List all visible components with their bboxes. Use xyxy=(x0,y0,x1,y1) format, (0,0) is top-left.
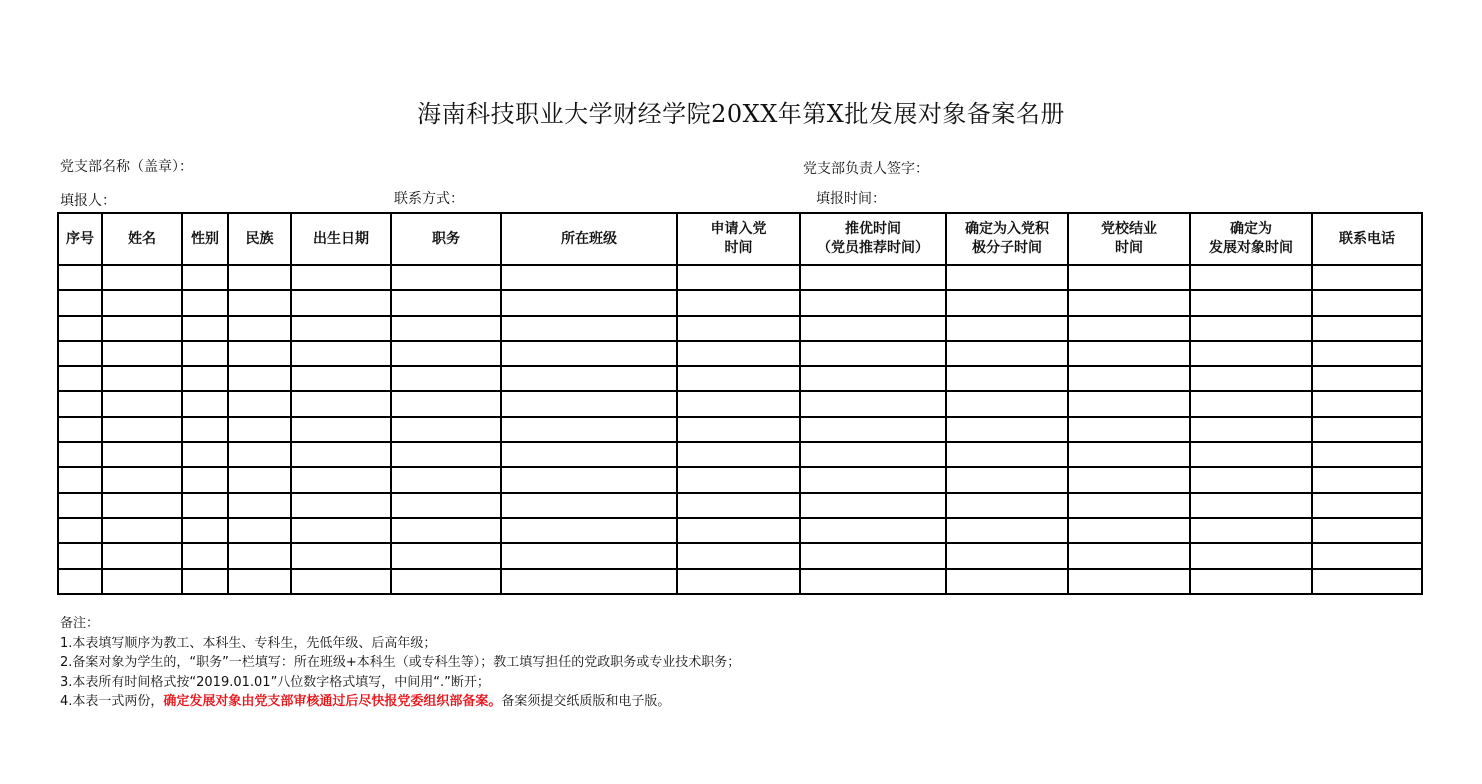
table-cell[interactable] xyxy=(1312,290,1422,315)
table-cell[interactable] xyxy=(291,341,391,366)
table-cell[interactable] xyxy=(800,391,946,416)
table-cell[interactable] xyxy=(1312,493,1422,518)
table-cell[interactable] xyxy=(677,493,800,518)
table-cell[interactable] xyxy=(800,417,946,442)
table-cell[interactable] xyxy=(946,569,1068,594)
table-cell[interactable] xyxy=(677,467,800,492)
col-header-candidate-time: 确定为 发展对象时间 xyxy=(1190,213,1312,265)
table-cell[interactable] xyxy=(391,341,501,366)
col-header-index: 序号 xyxy=(58,213,102,265)
table-cell[interactable] xyxy=(1068,442,1190,467)
table-cell[interactable] xyxy=(1190,290,1312,315)
table-cell[interactable] xyxy=(182,518,228,543)
col-header-class: 所在班级 xyxy=(501,213,677,265)
table-cell[interactable] xyxy=(58,518,102,543)
col-header-phone: 联系电话 xyxy=(1312,213,1422,265)
table-row xyxy=(58,366,1422,391)
table-cell[interactable] xyxy=(1190,442,1312,467)
table-cell[interactable] xyxy=(102,417,182,442)
table-cell[interactable] xyxy=(291,391,391,416)
table-cell[interactable] xyxy=(1312,518,1422,543)
filler-label: 填报人： xyxy=(60,193,116,209)
table-cell[interactable] xyxy=(391,366,501,391)
table-cell[interactable] xyxy=(501,543,677,568)
table-cell[interactable] xyxy=(391,290,501,315)
table-cell[interactable] xyxy=(946,265,1068,290)
table-cell[interactable] xyxy=(946,391,1068,416)
table-cell[interactable] xyxy=(1068,467,1190,492)
table-row xyxy=(58,265,1422,290)
table-cell[interactable] xyxy=(1068,417,1190,442)
table-cell[interactable] xyxy=(58,366,102,391)
table-cell[interactable] xyxy=(58,341,102,366)
table-cell[interactable] xyxy=(102,467,182,492)
table-cell[interactable] xyxy=(501,341,677,366)
table-cell[interactable] xyxy=(1190,569,1312,594)
table-cell[interactable] xyxy=(946,290,1068,315)
table-cell[interactable] xyxy=(291,417,391,442)
fill-time-label: 填报时间： xyxy=(816,191,886,207)
table-cell[interactable] xyxy=(1190,366,1312,391)
table-cell[interactable] xyxy=(228,391,291,416)
table-cell[interactable] xyxy=(1190,341,1312,366)
table-row xyxy=(58,518,1422,543)
table-row xyxy=(58,316,1422,341)
table-cell[interactable] xyxy=(58,569,102,594)
branch-name-label: 党支部名称（盖章）： xyxy=(60,159,193,175)
table-cell[interactable] xyxy=(391,442,501,467)
table-cell[interactable] xyxy=(391,316,501,341)
table-cell[interactable] xyxy=(58,265,102,290)
table-cell[interactable] xyxy=(501,518,677,543)
notes-section xyxy=(60,614,740,712)
table-cell[interactable] xyxy=(291,290,391,315)
col-header-name: 姓名 xyxy=(102,213,182,265)
col-header-party-school-time: 党校结业 时间 xyxy=(1068,213,1190,265)
table-cell[interactable] xyxy=(291,543,391,568)
table-cell[interactable] xyxy=(391,391,501,416)
table-cell[interactable] xyxy=(800,518,946,543)
table-cell[interactable] xyxy=(946,467,1068,492)
table-cell[interactable] xyxy=(1190,265,1312,290)
table-cell[interactable] xyxy=(228,290,291,315)
table-cell[interactable] xyxy=(102,265,182,290)
table-cell[interactable] xyxy=(800,543,946,568)
table-cell[interactable] xyxy=(228,493,291,518)
table-cell[interactable] xyxy=(102,366,182,391)
table-cell[interactable] xyxy=(391,265,501,290)
table-cell[interactable] xyxy=(182,290,228,315)
table-cell[interactable] xyxy=(946,316,1068,341)
table-cell[interactable] xyxy=(1068,493,1190,518)
table-cell[interactable] xyxy=(677,417,800,442)
note-4-prefix: 4.本表一式两份， xyxy=(60,694,164,709)
table-cell[interactable] xyxy=(291,518,391,543)
table-cell[interactable] xyxy=(800,366,946,391)
table-cell[interactable] xyxy=(677,391,800,416)
table-cell[interactable] xyxy=(1068,290,1190,315)
table-cell[interactable] xyxy=(182,366,228,391)
table-cell[interactable] xyxy=(228,417,291,442)
table-cell[interactable] xyxy=(677,543,800,568)
page-title: 海南科技职业大学财经学院20XX年第X批发展对象备案名册 xyxy=(417,100,1065,128)
table-cell[interactable] xyxy=(501,290,677,315)
col-header-position: 职务 xyxy=(391,213,501,265)
table-cell[interactable] xyxy=(291,569,391,594)
table-cell[interactable] xyxy=(1312,316,1422,341)
table-cell[interactable] xyxy=(1190,493,1312,518)
table-cell[interactable] xyxy=(501,467,677,492)
table-cell[interactable] xyxy=(1068,518,1190,543)
table-cell[interactable] xyxy=(291,316,391,341)
table-cell[interactable] xyxy=(102,442,182,467)
table-cell[interactable] xyxy=(291,493,391,518)
table-cell[interactable] xyxy=(1190,417,1312,442)
col-header-birthdate: 出生日期 xyxy=(291,213,391,265)
table-cell[interactable] xyxy=(228,366,291,391)
table-cell[interactable] xyxy=(946,341,1068,366)
table-cell[interactable] xyxy=(291,366,391,391)
table-cell[interactable] xyxy=(677,569,800,594)
roster-table xyxy=(57,212,1423,595)
note-2: 2.备案对象为学生的，“职务”一栏填写：所在班级+本科生（或专科生等）；教工填写担任的党政职务或专业技术职务； xyxy=(60,655,741,670)
table-cell[interactable] xyxy=(182,467,228,492)
table-cell[interactable] xyxy=(391,493,501,518)
table-cell[interactable] xyxy=(946,543,1068,568)
table-cell[interactable] xyxy=(1312,569,1422,594)
note-4-emphasis: 确定发展对象由党支部审核通过后尽快报党委组织部备案。 xyxy=(163,694,502,709)
table-cell[interactable] xyxy=(182,417,228,442)
leader-sign-label: 党支部负责人签字： xyxy=(803,161,929,177)
table-cell[interactable] xyxy=(1190,518,1312,543)
table-cell[interactable] xyxy=(1312,341,1422,366)
table-cell[interactable] xyxy=(391,518,501,543)
table-cell[interactable] xyxy=(102,290,182,315)
col-header-application-time: 申请入党 时间 xyxy=(677,213,800,265)
table-cell[interactable] xyxy=(800,442,946,467)
table-cell[interactable] xyxy=(228,265,291,290)
table-row xyxy=(58,543,1422,568)
header-row xyxy=(58,213,1422,265)
table-cell[interactable] xyxy=(1312,417,1422,442)
contact-label: 联系方式： xyxy=(394,191,464,207)
table-cell[interactable] xyxy=(501,265,677,290)
table-cell[interactable] xyxy=(800,569,946,594)
table-cell[interactable] xyxy=(182,316,228,341)
table-row xyxy=(58,391,1422,416)
table-cell[interactable] xyxy=(391,543,501,568)
table-cell[interactable] xyxy=(1312,543,1422,568)
table-cell[interactable] xyxy=(1068,543,1190,568)
table-cell[interactable] xyxy=(1068,316,1190,341)
table-row xyxy=(58,493,1422,518)
table-cell[interactable] xyxy=(677,316,800,341)
table-cell[interactable] xyxy=(501,316,677,341)
table-cell[interactable] xyxy=(501,493,677,518)
table-cell[interactable] xyxy=(677,265,800,290)
table-cell[interactable] xyxy=(1312,391,1422,416)
col-header-activist-time: 确定为入党积 极分子时间 xyxy=(946,213,1068,265)
table-cell[interactable] xyxy=(58,316,102,341)
table-cell[interactable] xyxy=(1068,391,1190,416)
table-cell[interactable] xyxy=(1312,467,1422,492)
table-cell[interactable] xyxy=(1068,569,1190,594)
note-1: 1.本表填写顺序为教工、本科生、专科生，先低年级、后高年级； xyxy=(60,635,437,651)
table-cell[interactable] xyxy=(800,265,946,290)
table-cell[interactable] xyxy=(677,290,800,315)
note-4 xyxy=(60,692,740,712)
table-cell[interactable] xyxy=(501,569,677,594)
col-header-gender: 性别 xyxy=(182,213,228,265)
table-cell[interactable] xyxy=(102,341,182,366)
table-cell[interactable] xyxy=(228,543,291,568)
table-cell[interactable] xyxy=(946,493,1068,518)
table-cell[interactable] xyxy=(391,467,501,492)
table-cell[interactable] xyxy=(1190,391,1312,416)
note-4-suffix: 备案须提交纸质版和电子版。 xyxy=(501,694,671,709)
table-cell[interactable] xyxy=(58,290,102,315)
table-cell[interactable] xyxy=(58,442,102,467)
table-cell[interactable] xyxy=(58,417,102,442)
table-cell[interactable] xyxy=(800,316,946,341)
table-cell[interactable] xyxy=(58,493,102,518)
table-cell[interactable] xyxy=(1068,341,1190,366)
table-cell[interactable] xyxy=(1068,366,1190,391)
table-cell[interactable] xyxy=(946,417,1068,442)
table-cell[interactable] xyxy=(182,391,228,416)
table-cell[interactable] xyxy=(800,467,946,492)
table-cell[interactable] xyxy=(677,341,800,366)
table-cell[interactable] xyxy=(677,442,800,467)
table-cell[interactable] xyxy=(291,442,391,467)
table-cell[interactable] xyxy=(102,391,182,416)
table-cell[interactable] xyxy=(291,467,391,492)
table-cell[interactable] xyxy=(501,417,677,442)
notes-heading: 备注： xyxy=(60,616,100,631)
table-cell[interactable] xyxy=(102,493,182,518)
table-cell[interactable] xyxy=(228,316,291,341)
table-cell[interactable] xyxy=(182,543,228,568)
table-row xyxy=(58,417,1422,442)
table-cell[interactable] xyxy=(228,569,291,594)
table-cell[interactable] xyxy=(1068,265,1190,290)
table-cell[interactable] xyxy=(58,391,102,416)
table-cell[interactable] xyxy=(1190,543,1312,568)
table-cell[interactable] xyxy=(501,366,677,391)
table-cell[interactable] xyxy=(946,366,1068,391)
table-cell[interactable] xyxy=(58,543,102,568)
table-cell[interactable] xyxy=(1312,366,1422,391)
table-row xyxy=(58,569,1422,594)
table-cell[interactable] xyxy=(102,316,182,341)
table-cell[interactable] xyxy=(1312,265,1422,290)
table-cell[interactable] xyxy=(182,341,228,366)
table-cell[interactable] xyxy=(102,569,182,594)
table-cell[interactable] xyxy=(228,442,291,467)
table-row xyxy=(58,442,1422,467)
table-row xyxy=(58,290,1422,315)
table-cell[interactable] xyxy=(1190,467,1312,492)
table-cell[interactable] xyxy=(391,569,501,594)
table-cell[interactable] xyxy=(228,518,291,543)
table-cell[interactable] xyxy=(677,518,800,543)
table-cell[interactable] xyxy=(1312,442,1422,467)
col-header-recommend-time: 推优时间 （党员推荐时间） xyxy=(800,213,946,265)
table-cell[interactable] xyxy=(946,518,1068,543)
table-cell[interactable] xyxy=(182,569,228,594)
col-header-ethnicity: 民族 xyxy=(228,213,291,265)
table-cell[interactable] xyxy=(501,391,677,416)
table-cell[interactable] xyxy=(291,265,391,290)
table-cell[interactable] xyxy=(501,442,677,467)
table-cell[interactable] xyxy=(228,467,291,492)
table-cell[interactable] xyxy=(800,341,946,366)
table-cell[interactable] xyxy=(800,290,946,315)
table-cell[interactable] xyxy=(182,493,228,518)
table-cell[interactable] xyxy=(677,366,800,391)
roster-body xyxy=(58,265,1422,594)
table-cell[interactable] xyxy=(391,417,501,442)
table-cell[interactable] xyxy=(946,442,1068,467)
table-cell[interactable] xyxy=(102,543,182,568)
table-cell[interactable] xyxy=(182,442,228,467)
table-cell[interactable] xyxy=(228,341,291,366)
table-cell[interactable] xyxy=(102,518,182,543)
note-3: 3.本表所有时间格式按“2019.01.01”八位数字格式填写，中间用“.”断开； xyxy=(60,674,490,690)
table-cell[interactable] xyxy=(58,467,102,492)
table-cell[interactable] xyxy=(182,265,228,290)
table-cell[interactable] xyxy=(800,493,946,518)
table-cell[interactable] xyxy=(1190,316,1312,341)
table-row xyxy=(58,467,1422,492)
table-row xyxy=(58,341,1422,366)
